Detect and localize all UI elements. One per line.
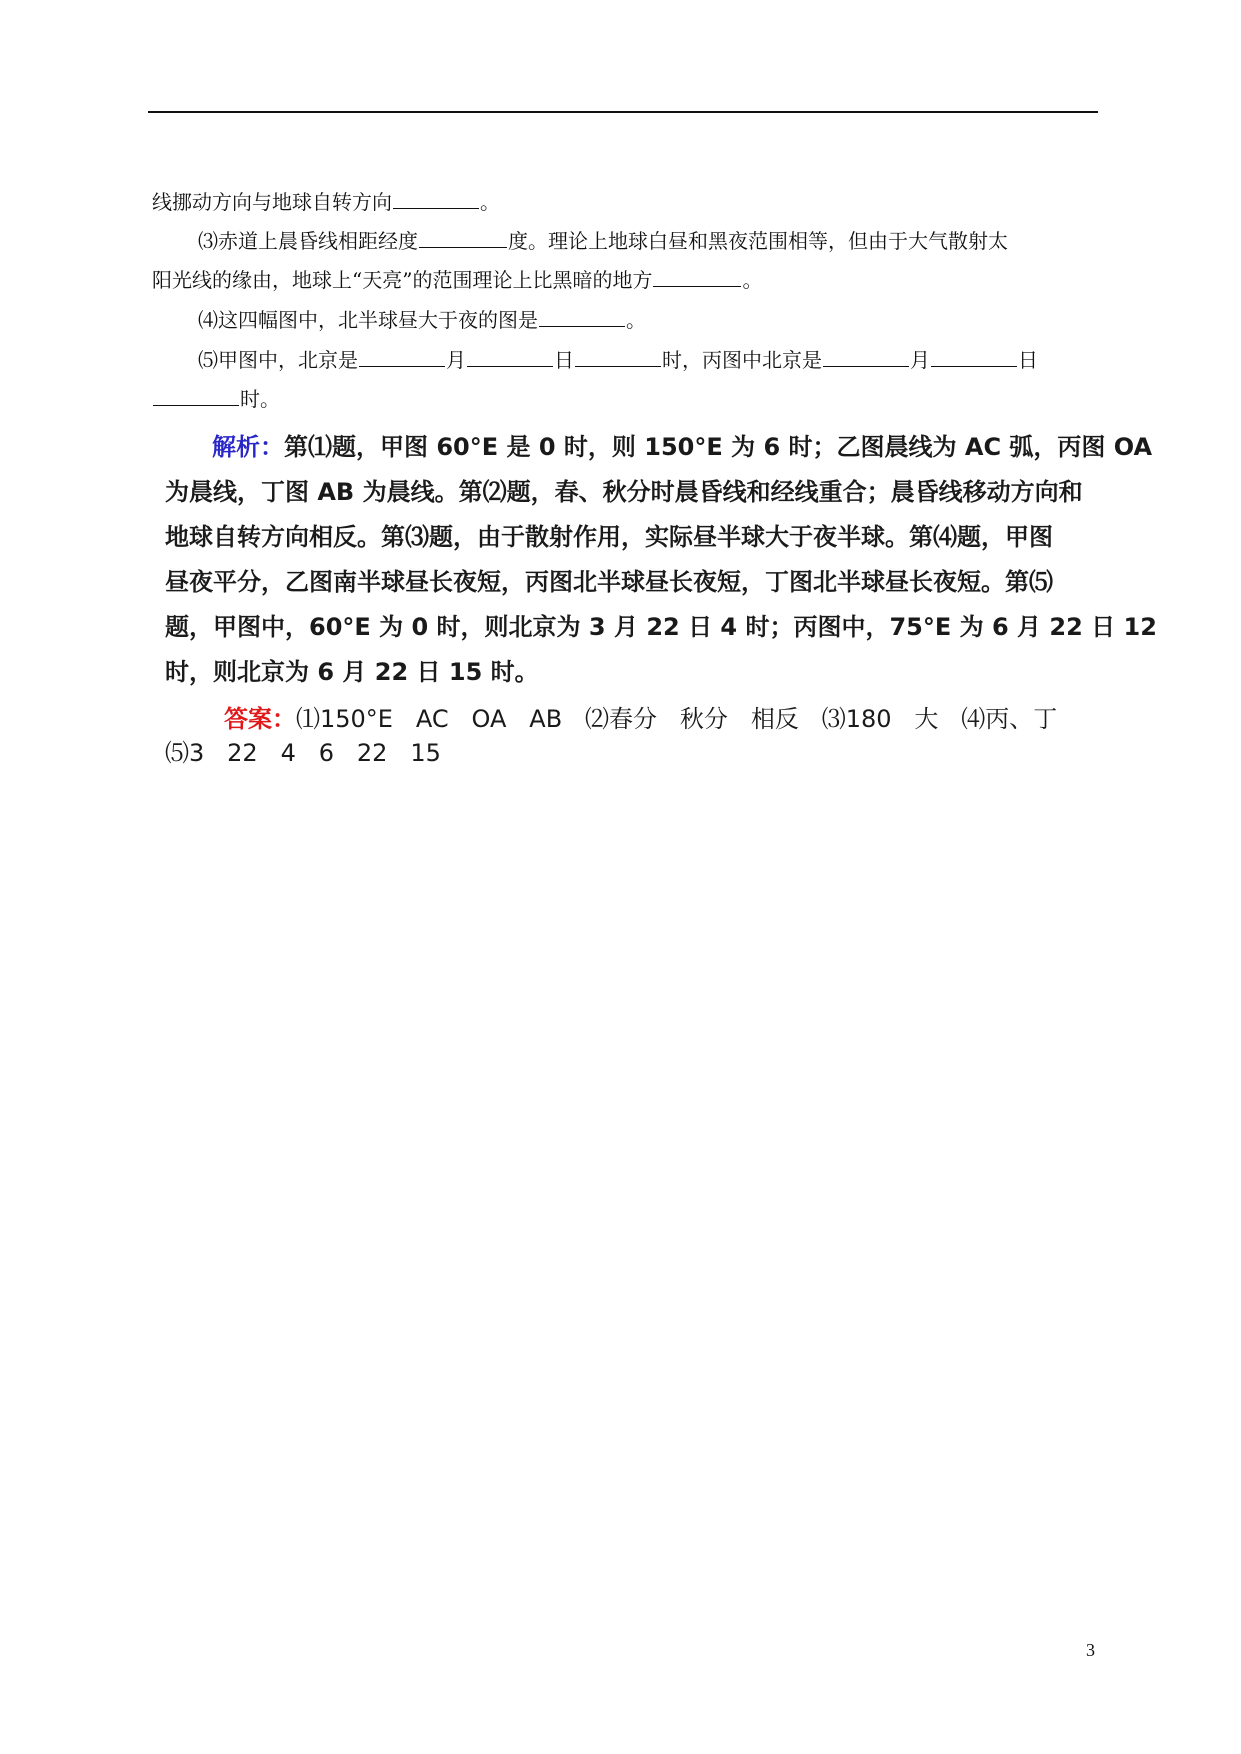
analysis-line-1: 解析：第⑴题，甲图 60°E 是 0 时，则 150°E 为 6 时；乙图晨线为 AC 弧，丙图 OA [212, 433, 1153, 461]
question-line-1: 线挪动方向与地球自转方向 。 [152, 190, 500, 214]
analysis-line-3: 地球自转方向相反。第⑶题，由于散射作用，实际昼半球大于夜半球。第⑷题，甲图 [165, 523, 1053, 551]
answer-blank [823, 346, 909, 367]
header-rule [148, 111, 1098, 113]
answer-blank [539, 306, 625, 327]
page-number: 3 [1086, 1640, 1095, 1660]
question-5-line-1: ⑸甲图中，北京是 月 日 时，丙图中北京是 月 日 [198, 348, 1038, 372]
answer-blank [653, 266, 741, 287]
analysis-label: 解析： [212, 433, 284, 461]
answer-blank [359, 346, 445, 367]
answer-line-1: 答案：⑴150°E AC OA AB ⑵春分 秋分 相反 ⑶180 大 ⑷丙、丁 [224, 705, 1058, 733]
question-5-line-2: 时。 [152, 385, 280, 413]
answer-blank [153, 385, 239, 406]
answer-blank [393, 188, 479, 209]
answer-blank [419, 227, 507, 248]
question-3-line-1: ⑶赤道上晨昏线相距经度 度。理论上地球白昼和黑夜范围相等，但由于大气散射太 [198, 229, 1008, 253]
question-4: ⑷这四幅图中，北半球昼大于夜的图是 。 [198, 308, 646, 332]
analysis-line-6: 时，则北京为 6 月 22 日 15 时。 [165, 658, 539, 686]
analysis-line-4: 昼夜平分，乙图南半球昼长夜短，丙图北半球昼长夜短，丁图北半球昼长夜短。第⑸ [165, 568, 1053, 596]
answer-blank [575, 346, 661, 367]
question-3-line-2: 阳光线的缘由，地球上“天亮”的范围理论上比黑暗的地方 。 [152, 268, 763, 292]
analysis-line-2: 为晨线，丁图 AB 为晨线。第⑵题，春、秋分时晨昏线和经线重合；晨昏线移动方向和 [165, 478, 1083, 506]
answer-blank [467, 346, 553, 367]
answer-blank [931, 346, 1017, 367]
answer-line-2: ⑸3 22 4 6 22 15 [165, 739, 441, 767]
answer-label: 答案： [224, 705, 296, 733]
analysis-line-5: 题，甲图中，60°E 为 0 时，则北京为 3 月 22 日 4 时；丙图中，75°E 为 6 月 22 日 12 [165, 613, 1157, 641]
